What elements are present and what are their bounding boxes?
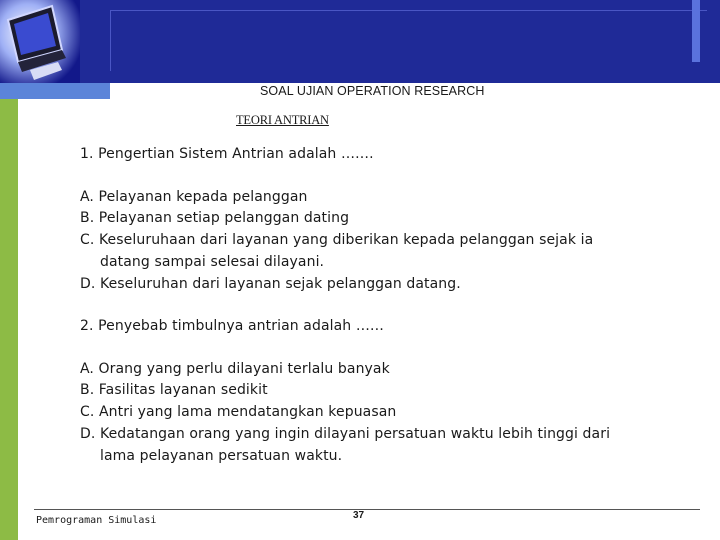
header-rule <box>0 83 110 99</box>
question-1-option-a: A. Pelayanan kepada pelanggan <box>80 189 308 205</box>
question-1: 1. Pengertian Sistem Antrian adalah ……. <box>80 146 374 162</box>
question-2-option-b: B. Fasilitas layanan sedikit <box>80 382 268 398</box>
header-accent <box>692 0 700 62</box>
header-frame <box>110 10 707 71</box>
question-2-option-d-continued: lama pelayanan persatuan waktu. <box>100 448 343 464</box>
computer-monitor-icon <box>0 0 80 83</box>
page-title: SOAL UJIAN OPERATION RESEARCH <box>260 84 485 98</box>
page-number: 37 <box>353 510 365 521</box>
question-1-option-d: D. Keseluruhan dari layanan sejak pelanggan datang. <box>80 276 461 292</box>
question-2: 2. Penyebab timbulnya antrian adalah …… <box>80 318 385 334</box>
header-bar <box>0 0 720 83</box>
question-2-option-d: D. Kedatangan orang yang ingin dilayani persatuan waktu lebih tinggi dari <box>80 426 611 442</box>
question-1-option-b: B. Pelayanan setiap pelanggan dating <box>80 210 350 226</box>
footer-divider <box>34 509 700 510</box>
side-stripe <box>0 99 18 540</box>
question-1-option-c-continued: datang sampai selesai dilayani. <box>100 254 325 270</box>
page-subtitle: TEORI ANTRIAN <box>236 113 329 127</box>
question-2-option-a: A. Orang yang perlu dilayani terlalu banyak <box>80 361 390 377</box>
question-1-option-c: C. Keseluruhaan dari layanan yang diberikan kepada pelanggan sejak ia <box>80 232 594 248</box>
footer-label: Pemrograman Simulasi <box>36 515 157 526</box>
question-2-option-c: C. Antri yang lama mendatangkan kepuasan <box>80 404 397 420</box>
